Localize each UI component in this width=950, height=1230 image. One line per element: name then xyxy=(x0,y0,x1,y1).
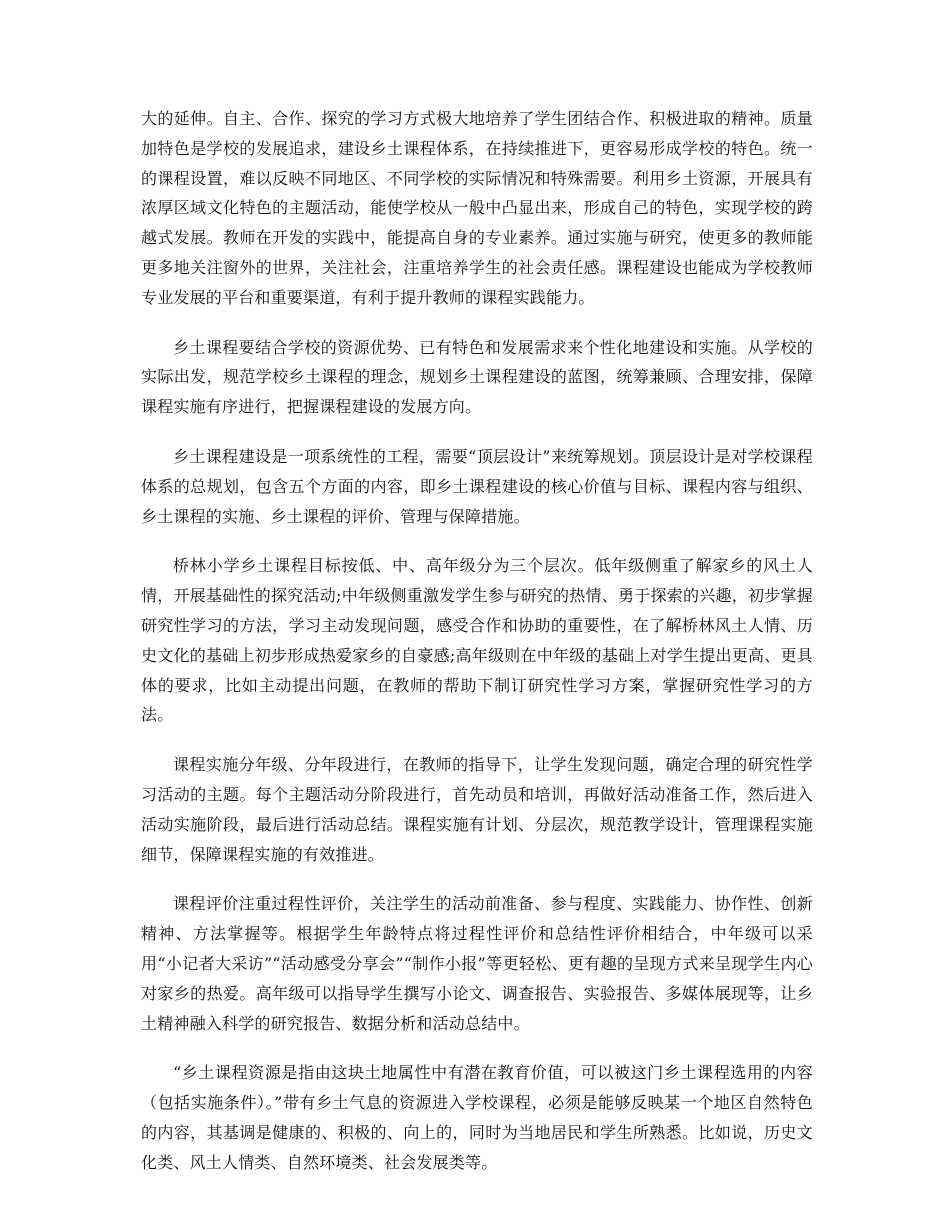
paragraph-course-goals: 桥林小学乡土课程目标按低、中、高年级分为三个层次。低年级侧重了解家乡的风土人情，开展基础性的探究活动;中年级侧重激发学生参与研究的热情、勇于探索的兴趣，初步掌握研究性学习的方法，学习主动发现问题，感受合作和协助的重要性，在了解桥林风土人情、历史文化的基础上初步形成热爱家乡的自豪感;高年级则在中年级的基础上对学生提出更高、更具体的要求，比如主动提出问题，在教师的帮助下制订研究性学习方案，掌握研究性学习的方法。 xyxy=(141,556,813,725)
paragraph-top-level-design: 乡土课程建设是一项系统性的工程，需要“顶层设计”来统筹规划。顶层设计是对学校课程体系的总规划，包含五个方面的内容，即乡土课程建设的核心价值与目标、课程内容与组织、乡土课程的实施、乡土课程的评价、管理与保障措施。 xyxy=(141,446,813,526)
paragraph-continuation: 大的延伸。自主、合作、探究的学习方式极大地培养了学生团结合作、积极进取的精神。质量加特色是学校的发展追求，建设乡土课程体系，在持续推进下，更容易形成学校的特色。统一的课程设置，难以反映不同地区、不同学校的实际情况和特殊需要。利用乡土资源，开展具有浓厚区域文化特色的主题活动，能使学校从一般中凸显出来，形成自己的特色，实现学校的跨越式发展。教师在开发的实践中，能提高自身的专业素养。通过实施与研究，使更多的教师能更多地关注窗外的世界，关注社会，注重培养学生的社会责任感。课程建设也能成为学校教师专业发展的平台和重要渠道，有利于提升教师的课程实践能力。 xyxy=(141,109,813,307)
paragraph-course-resources: “乡土课程资源是指由这块土地属性中有潜在教育价值，可以被这门乡土课程选用的内容（包括实施条件）。”带有乡土气息的资源进入学校课程，必须是能够反映某一个地区自然特色的内容，其基调是健康的、积极的、向上的，同时为当地居民和学生所熟悉。比如说，历史文化类、风土人情类、自然环境类、社会发展类等。 xyxy=(141,1063,813,1172)
paragraph-course-evaluation: 课程评价注重过程性评价，关注学生的活动前准备、参与程度、实践能力、协作性、创新精神、方法掌握等。根据学生年龄特点将过程性评价和总结性评价相结合，中年级可以采用“小记者大采访”“活动感受分享会”“制作小报”等更轻松、更有趣的呈现方式来呈现学生内心对家乡的热爱。高年级可以指导学生撰写小论文、调查报告、实验报告、多媒体展现等，让乡土精神融入科学的研究报告、数据分析和活动总结中。 xyxy=(141,894,813,1033)
paragraph-course-implementation: 课程实施分年级、分年段进行，在教师的指导下，让学生发现问题，确定合理的研究性学习活动的主题。每个主题活动分阶段进行，首先动员和培训，再做好活动准备工作，然后进入活动实施阶段，最后进行活动总结。课程实施有计划、分层次，规范教学设计，管理课程实施细节，保障课程实施的有效推进。 xyxy=(141,755,813,864)
document-body xyxy=(141,104,813,1198)
paragraph-course-construction: 乡土课程要结合学校的资源优势、已有特色和发展需求来个性化地建设和实施。从学校的实际出发，规范学校乡土课程的理念，规划乡土课程建设的蓝图，统筹兼顾、合理安排，保障课程实施有序进行，把握课程建设的发展方向。 xyxy=(141,337,813,417)
